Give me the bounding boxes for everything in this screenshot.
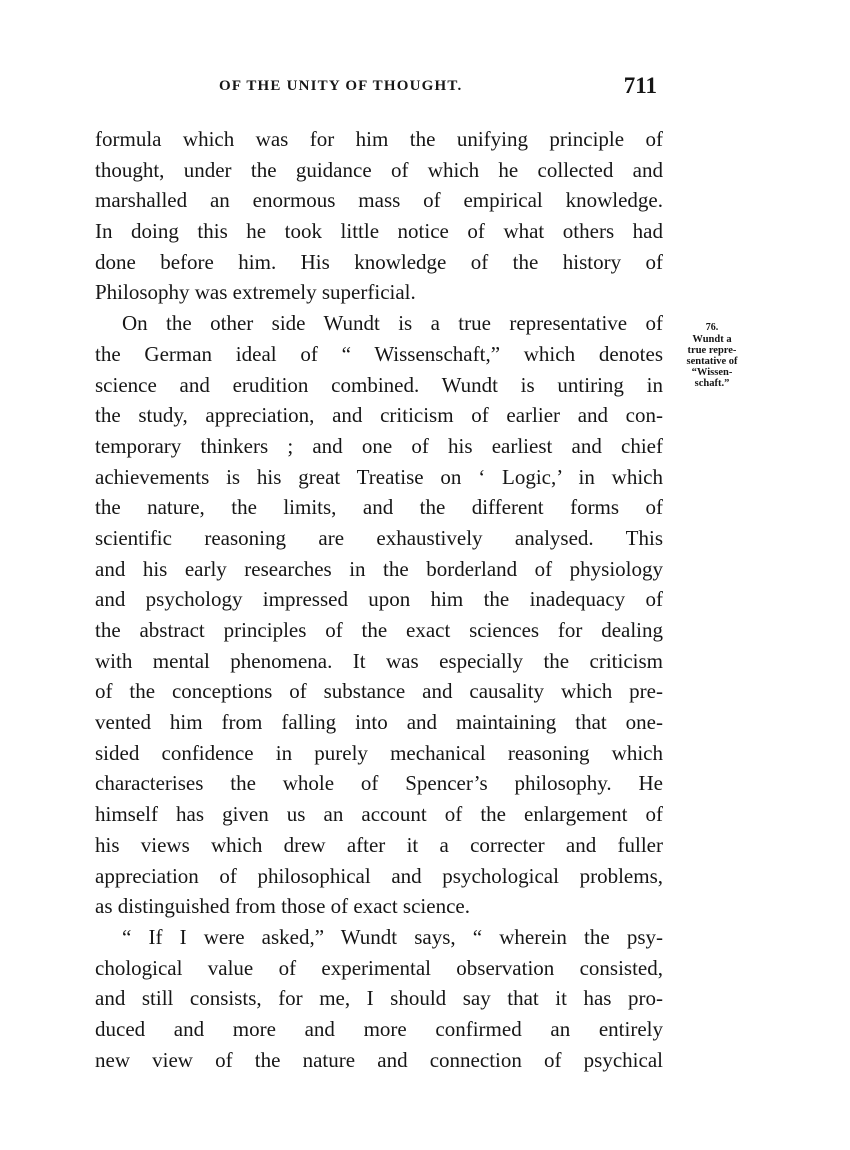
text-line: and his early researches in the borderland of physiology bbox=[95, 556, 663, 581]
running-head bbox=[95, 73, 657, 102]
text-line: temporary thinkers ; and one of his earliest and chief bbox=[95, 433, 663, 458]
text-line: new view of the nature and connection of psychical bbox=[95, 1047, 663, 1072]
margin-note-line: sentative of bbox=[686, 356, 738, 367]
text-line: achievements is his great Treatise on ‘ Logic,’ in which bbox=[95, 464, 663, 489]
text-line: appreciation of philosophical and psychological problems, bbox=[95, 863, 663, 888]
text-line: his views which drew after it a correcter and fuller bbox=[95, 832, 663, 857]
text-line: and still consists, for me, I should say that it has pro- bbox=[95, 986, 663, 1011]
text-line: done before him. His knowledge of the history of bbox=[95, 249, 663, 274]
text-line: himself has given us an account of the enlargement of bbox=[95, 802, 663, 827]
text-line: scientific reasoning are exhaustively analysed. This bbox=[95, 525, 663, 550]
text-line: of the conceptions of substance and causality which pre- bbox=[95, 679, 663, 704]
body-text bbox=[95, 124, 663, 1075]
text-line: “ If I were asked,” Wundt says, “ wherein the psy- bbox=[122, 924, 663, 949]
text-line: science and erudition combined. Wundt is untiring in bbox=[95, 372, 663, 397]
text-line: marshalled an enormous mass of empirical knowledge. bbox=[95, 188, 663, 213]
margin-note-line: true repre- bbox=[687, 345, 737, 356]
margin-note-number: 76. bbox=[705, 322, 719, 333]
text-line: thought, under the guidance of which he collected and bbox=[95, 157, 663, 182]
text-line: Philosophy was extremely superficial. bbox=[95, 280, 416, 305]
text-line: with mental phenomena. It was especially the criticism bbox=[95, 648, 663, 673]
text-line: On the other side Wundt is a true representative of bbox=[122, 311, 663, 336]
text-line: duced and more and more confirmed an entirely bbox=[95, 1016, 663, 1041]
text-line: the abstract principles of the exact sciences for dealing bbox=[95, 618, 663, 642]
margin-note-line: “Wissen- bbox=[691, 367, 733, 378]
margin-note-line: schaft.” bbox=[694, 378, 730, 389]
text-line: chological value of experimental observation consisted, bbox=[95, 955, 663, 980]
text-line: as distinguished from those of exact science. bbox=[95, 894, 470, 919]
running-title: OF THE UNITY OF THOUGHT. bbox=[219, 78, 463, 94]
text-line: characterises the whole of Spencer’s philosophy. He bbox=[95, 771, 663, 796]
text-line: the nature, the limits, and the different forms of bbox=[95, 495, 663, 520]
margin-note bbox=[672, 322, 752, 389]
page-number: 711 bbox=[623, 73, 657, 98]
text-line: In doing this he took little notice of what others had bbox=[95, 219, 663, 244]
text-line: the German ideal of “ Wissenschaft,” which denotes bbox=[95, 341, 663, 366]
text-line: vented him from falling into and maintaining that one- bbox=[95, 710, 663, 735]
text-line: the study, appreciation, and criticism of earlier and con- bbox=[95, 403, 663, 428]
text-line: sided confidence in purely mechanical reasoning which bbox=[95, 740, 663, 765]
text-line: formula which was for him the unifying principle of bbox=[95, 127, 663, 151]
text-line: and psychology impressed upon him the inadequacy of bbox=[95, 587, 663, 612]
margin-note-line: Wundt a bbox=[692, 334, 732, 345]
